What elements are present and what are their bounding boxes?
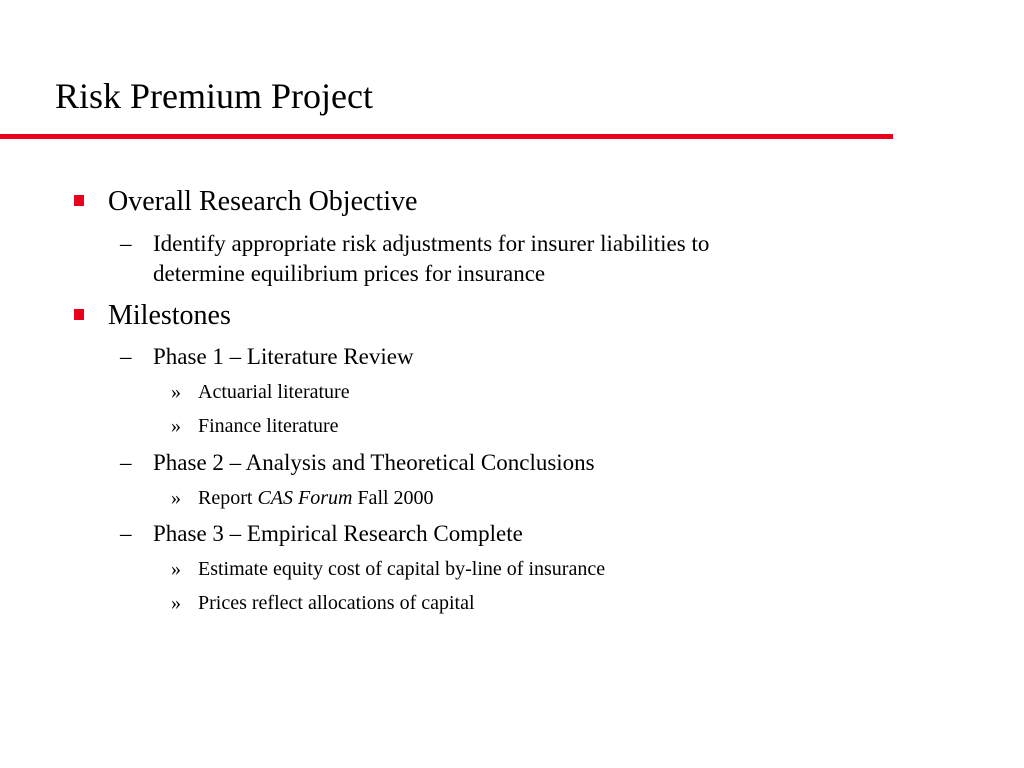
phase-2-text: Phase 2 – Analysis and Theoretical Conclusions: [153, 450, 595, 475]
phase-1-item-finance: [171, 413, 339, 439]
phase-1-item-actuarial: [171, 379, 350, 405]
dash-marker: –: [120, 231, 132, 256]
objective-description: [120, 229, 710, 289]
sub-marker: »: [171, 381, 181, 403]
sub-marker: »: [171, 592, 181, 614]
sub-marker: »: [171, 487, 181, 509]
objective-line-1: Identify appropriate risk adjustments for insurer liabilities to: [153, 231, 710, 256]
bullet-milestones: [108, 299, 231, 333]
report-forum: CAS Forum: [257, 487, 353, 509]
item-text: Actuarial literature: [198, 381, 350, 403]
phase-3-text: Phase 3 – Empirical Research Complete: [153, 521, 523, 546]
item-text: Finance literature: [198, 415, 339, 437]
bullet-text: Milestones: [108, 300, 231, 331]
phase-3-item-equity-cost: [171, 556, 606, 582]
item-text: Estimate equity cost of capital by-line of insurance: [198, 558, 606, 580]
sub-marker: »: [171, 558, 181, 580]
square-bullet-icon: [74, 309, 84, 320]
dash-marker: –: [120, 344, 132, 369]
item-text: Prices reflect allocations of capital: [198, 592, 475, 614]
sub-marker: »: [171, 415, 181, 437]
title-divider: [0, 134, 893, 139]
objective-line-2: determine equilibrium prices for insurance: [153, 261, 546, 286]
report-suffix: Fall 2000: [357, 487, 434, 509]
square-bullet-icon: [74, 195, 84, 206]
phase-1: [120, 342, 414, 372]
slide-title: Risk Premium Project: [55, 76, 373, 116]
phase-2: [120, 448, 595, 478]
phase-3: [120, 519, 523, 549]
dash-marker: –: [120, 450, 132, 475]
phase-2-item-report: [171, 485, 434, 511]
phase-3-item-prices: [171, 590, 475, 616]
phase-1-text: Phase 1 – Literature Review: [153, 344, 414, 369]
report-prefix: Report: [198, 487, 253, 509]
bullet-research-objective: [108, 185, 417, 219]
bullet-text: Overall Research Objective: [108, 186, 418, 217]
dash-marker: –: [120, 521, 132, 546]
